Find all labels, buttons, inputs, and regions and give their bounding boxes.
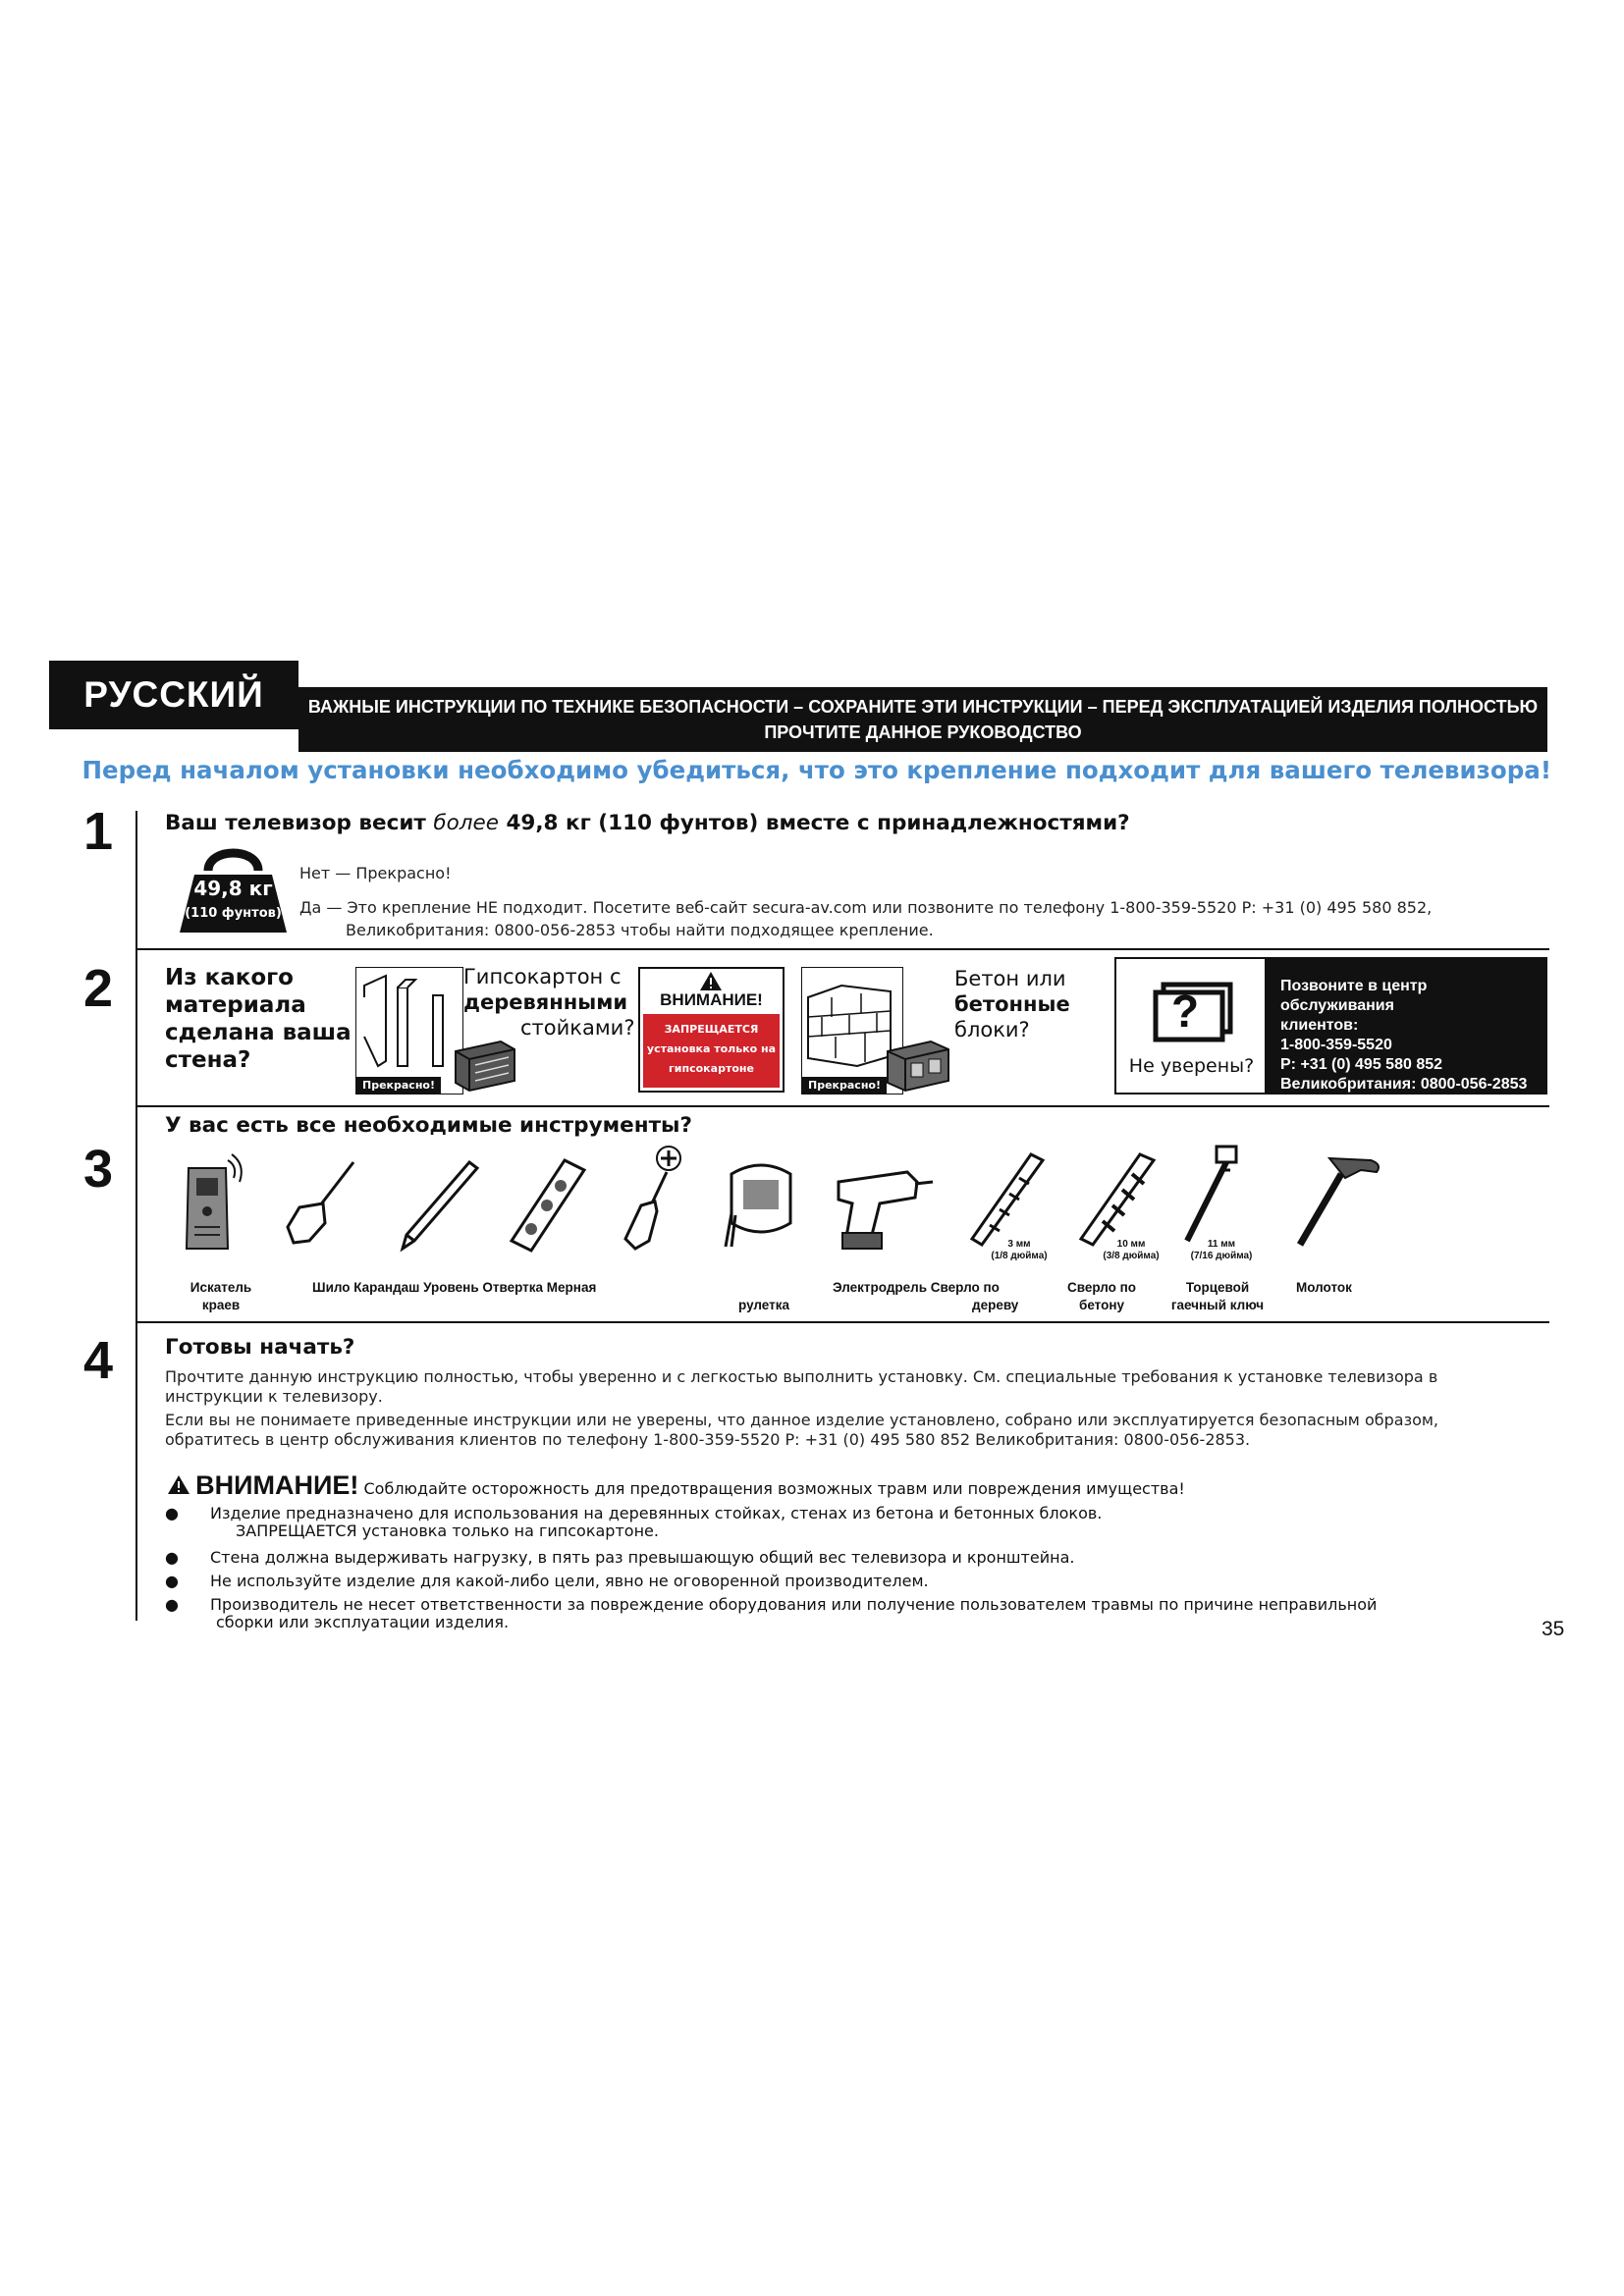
bullet-2: Стена должна выдерживать нагрузку, в пять раз превышающую общий вес телевизора и кронштейна.: [210, 1548, 1075, 1567]
customer-service-box: [1267, 957, 1547, 1095]
wood-stud-icon: [452, 1036, 518, 1093]
question-mark-icon: [1134, 981, 1250, 1063]
contact-line: Позвоните в центр обслуживания: [1280, 978, 1428, 1014]
drywall-ok-tag: Прекрасно!: [356, 1077, 441, 1094]
answer-yes-line-2: Великобритания: 0800-056-2853 чтобы найти подходящее крепление.: [346, 921, 934, 939]
bullet-item: [165, 1549, 1441, 1567]
bullet-4-line-1: Производитель не несет ответственности за повреждение оборудования или получение пользователем травмы по причине неправильной: [210, 1595, 1378, 1614]
concrete-drill-bit-icon: [1073, 1150, 1162, 1249]
socket-wrench-icon: [1173, 1143, 1252, 1249]
step4-paragraph-2-line-2: обратитесь в центр обслуживания клиентов по телефону 1-800-359-5520 P: +31 (0) 495 580 852 Великобритания: 0800-056-2853.: [165, 1430, 1251, 1449]
answer-yes-line-1: Да — Это крепление НЕ подходит. Посетите веб-сайт secura-av.com или позвоните по телефону 1-800-359-5520 P: +31 (0) 495 580 852,: [299, 898, 1433, 917]
concrete-line-3: блоки?: [954, 1018, 1030, 1041]
safety-line-1: ВАЖНЫЕ ИНСТРУКЦИИ ПО ТЕХНИКЕ БЕЗОПАСНОСТИ – СОХРАНИТЕ ЭТИ ИНСТРУКЦИИ – ПЕРЕД ЭКСПЛУАТАЦИЕЙ ИЗДЕЛИЯ ПОЛНОСТЬЮ: [307, 697, 1539, 717]
wood-drill-bit-icon: [962, 1150, 1051, 1249]
step1-question-post: 49,8 кг (110 фунтов) вместе с принадлежностями?: [498, 811, 1130, 835]
hammer-icon: [1286, 1150, 1384, 1249]
warning-triangle-icon: [167, 1474, 190, 1495]
bullet-dot: ●: [165, 1504, 179, 1522]
socket-size: [1180, 1239, 1263, 1262]
tools-group-label: Шило Карандаш Уровень Отвертка Мерная: [312, 1280, 597, 1295]
socket-wrench-label: [1164, 1279, 1272, 1314]
bullet-item: [165, 1573, 1441, 1590]
socket-size-mm: 11 мм: [1207, 1239, 1236, 1250]
concrete-block-icon: [884, 1036, 952, 1093]
edge-finder-icon: [177, 1150, 245, 1254]
bullet-3: Не используйте изделие для какой-либо цели, явно не оговоренной производителем.: [210, 1572, 929, 1590]
weight-kg: 49,8 кг: [193, 877, 273, 900]
drywall-line-2: деревянными: [463, 990, 628, 1014]
step2-question-line: Из какого: [165, 965, 294, 990]
awl-icon: [280, 1158, 358, 1249]
socket-size-inch: (7/16 дюйма): [1190, 1251, 1253, 1261]
step1-question: [165, 811, 1130, 835]
step1-question-pre: Ваш телевизор весит: [165, 811, 434, 835]
bullet-dot: ●: [165, 1595, 179, 1614]
wood-bit-size-mm: 3 мм: [1007, 1239, 1031, 1250]
pencil-icon: [393, 1156, 481, 1255]
safety-line-2: ПРОЧТИТЕ ДАННОЕ РУКОВОДСТВО: [764, 722, 1082, 742]
step1-question-emphasis: более: [433, 811, 499, 835]
concrete-line-1: Бетон или: [954, 967, 1066, 990]
wood-bit-size-inch: (1/8 дюйма): [991, 1251, 1048, 1261]
bullet-dot: ●: [165, 1572, 179, 1590]
warning-red-panel: [643, 1014, 780, 1088]
contact-line: Великобритания: 0800-056-2853: [1280, 1076, 1528, 1093]
separator-3-4: [135, 1321, 1549, 1323]
page-number: 35: [1542, 1618, 1565, 1640]
drywall-warning-box: [638, 967, 785, 1093]
concrete-line-2: бетонные: [954, 992, 1070, 1016]
step4-question: Готовы начать?: [165, 1335, 355, 1360]
step4-warning-line: [167, 1470, 1185, 1501]
step1-number: 1: [83, 802, 114, 861]
warning-line-1: ЗАПРЕЩАЕТСЯ: [664, 1023, 759, 1036]
contact-line: 1-800-359-5520: [1280, 1037, 1392, 1053]
socket-wrench-label-2: гаечный ключ: [1170, 1298, 1265, 1312]
unsure-label: Не уверены?: [1128, 1055, 1255, 1077]
answer-no: Нет — Прекрасно!: [299, 864, 452, 882]
bullet-dot: ●: [165, 1548, 179, 1567]
drywall-line-3: стойками?: [520, 1016, 635, 1040]
edge-finder-label: [182, 1279, 260, 1314]
step3-question: У вас есть все необходимые инструменты?: [165, 1113, 692, 1138]
step2-number: 2: [83, 959, 114, 1018]
concrete-bit-size-mm: 10 мм: [1116, 1239, 1146, 1250]
step2-question-line: сделана ваша: [165, 1020, 352, 1045]
power-drill-icon: [833, 1164, 936, 1253]
question-glyph: ?: [1171, 986, 1200, 1037]
intro-heading: Перед началом установки необходимо убедиться, что это крепление подходит для вашего телевизора!: [81, 756, 1551, 784]
bullet-4-line-2: сборки или эксплуатации изделия.: [216, 1613, 510, 1631]
concrete-ok-tag: Прекрасно!: [802, 1077, 887, 1094]
drill-group-label: Электродрель Сверло по: [833, 1280, 1000, 1295]
tape-measure-icon: [722, 1154, 800, 1253]
concrete-question: [954, 966, 1070, 1042]
step4-warning-title: ВНИМАНИЕ!: [195, 1470, 359, 1500]
language-tab: РУССКИЙ: [49, 661, 298, 729]
step4-paragraph-1-line-1: Прочтите данную инструкцию полностью, чтобы уверенно и с легкостью выполнить установку. См. специальные требования к установке телевизора в: [165, 1367, 1438, 1386]
safety-banner: [298, 687, 1547, 752]
step3-number: 3: [83, 1140, 114, 1199]
separator-2-3: [135, 1105, 1549, 1107]
step4-paragraph-2: [165, 1411, 1438, 1450]
step4-warning-text: Соблюдайте осторожность для предотвращения возможных травм или повреждения имущества!: [363, 1479, 1185, 1498]
step2-question: [165, 964, 352, 1074]
bullet-item: [165, 1505, 1441, 1540]
concrete-bit-size: [1090, 1239, 1172, 1262]
contact-line: P: +31 (0) 495 580 852: [1280, 1056, 1443, 1073]
weight-lb: (110 фунтов): [185, 906, 282, 921]
step4-paragraph-1: [165, 1367, 1437, 1407]
step4-divider: [135, 1323, 137, 1621]
level-icon: [506, 1156, 589, 1255]
step2-question-line: материала: [165, 992, 306, 1018]
concrete-bit-label: [1060, 1279, 1143, 1314]
bullet-1-line-2: ЗАПРЕЩАЕТСЯ установка только на гипсокартоне.: [236, 1522, 659, 1540]
concrete-bit-label-2: бетону: [1078, 1298, 1124, 1312]
step2-divider: [135, 950, 137, 1105]
drywall-line-1: Гипсокартон с: [463, 965, 622, 988]
tape-measure-label: рулетка: [738, 1298, 790, 1312]
socket-wrench-label-1: Торцевой: [1185, 1280, 1250, 1295]
step3-divider: [135, 1107, 137, 1321]
edge-finder-label-2: краев: [201, 1298, 241, 1312]
warning-line-3: гипсокартоне: [669, 1062, 754, 1075]
screwdriver-icon: [614, 1145, 692, 1255]
unsure-box: [1114, 957, 1267, 1095]
concrete-bit-size-inch: (3/8 дюйма): [1103, 1251, 1160, 1261]
concrete-bit-label-1: Сверло по: [1066, 1280, 1137, 1295]
step4-number: 4: [83, 1331, 114, 1390]
contact-line: клиентов:: [1280, 1017, 1359, 1034]
kettlebell-icon: [177, 839, 290, 937]
step1-divider: [135, 811, 137, 948]
wood-bit-size: [980, 1239, 1058, 1262]
step2-question-line: стена?: [165, 1047, 251, 1073]
drywall-studs-illustration: [355, 967, 463, 1095]
drywall-question: [463, 964, 634, 1041]
warning-line-2: установка только на: [646, 1042, 777, 1055]
wood-bit-label: дереву: [972, 1298, 1019, 1312]
bullet-1-line-1: Изделие предназначено для использования на деревянных стойках, стенах из бетона и бетонных блоков.: [210, 1504, 1103, 1522]
separator-1-2: [135, 948, 1549, 950]
step4-paragraph-1-line-2: инструкции к телевизору.: [165, 1387, 383, 1406]
warning-title: ВНИМАНИЕ!: [660, 990, 763, 1009]
hammer-label: Молоток: [1296, 1280, 1352, 1295]
edge-finder-label-1: Искатель: [189, 1280, 252, 1295]
step4-paragraph-2-line-1: Если вы не понимаете приведенные инструкции или не уверены, что данное изделие установлено, собрано или эксплуатируется безопасным образом,: [165, 1411, 1439, 1429]
bullet-item: [165, 1596, 1441, 1631]
warning-triangle-icon: [699, 971, 723, 991]
